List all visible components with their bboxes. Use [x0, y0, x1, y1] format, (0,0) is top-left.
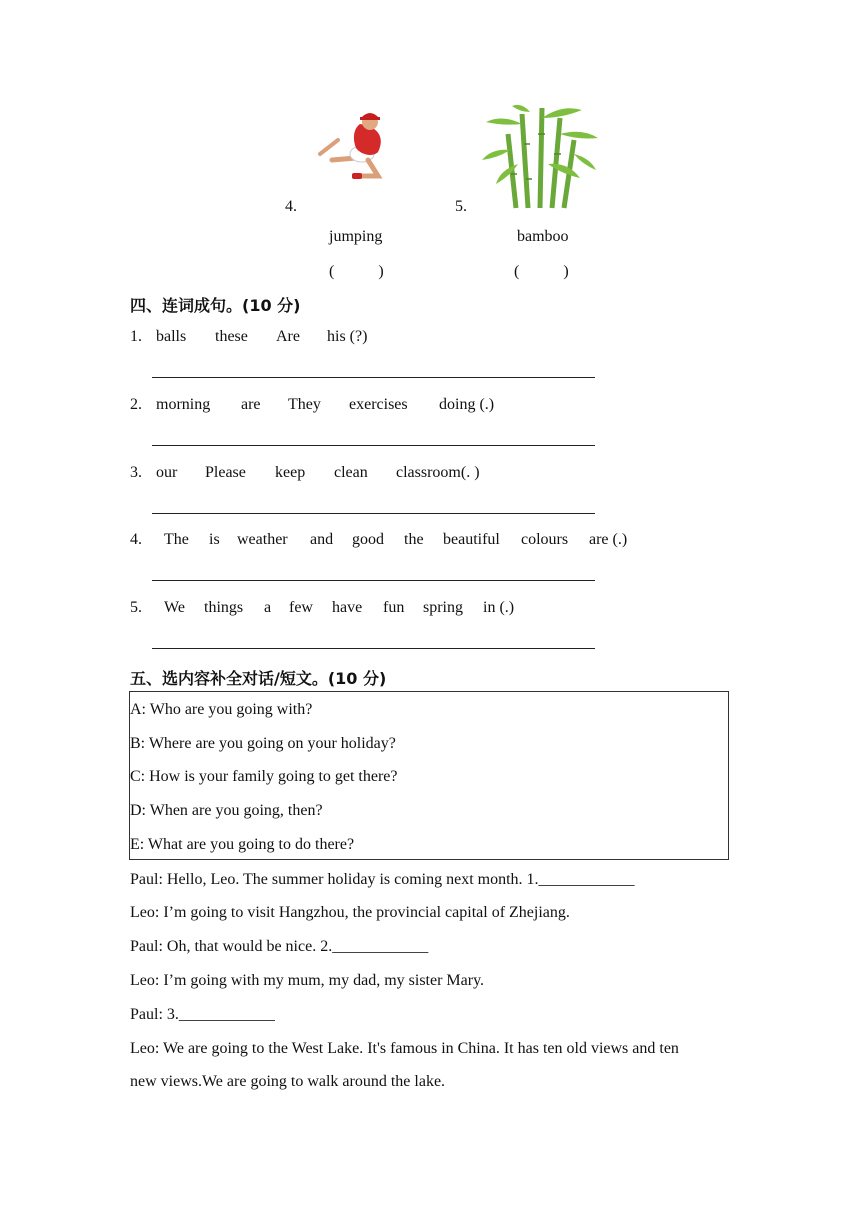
- item-5-word: We: [164, 599, 185, 616]
- dialogue-line: Leo: We are going to the West Lake. It's famous in China. It has ten old views and ten: [130, 1040, 679, 1057]
- item-5-answer-line[interactable]: [152, 648, 595, 649]
- item-3-answer-line[interactable]: [152, 513, 595, 514]
- item-3-word: keep: [275, 464, 306, 481]
- dialogue-line: Paul: Hello, Leo. The summer holiday is coming next month. 1.____________: [130, 871, 635, 888]
- item-1-answer-line[interactable]: [152, 377, 595, 378]
- item-2-answer-line[interactable]: [152, 445, 595, 446]
- item-5-word: things: [204, 599, 244, 616]
- item-4-word: good: [352, 531, 384, 548]
- bamboo-image: [482, 104, 600, 210]
- item-3-word: Please: [205, 464, 246, 481]
- item-2-word: are: [241, 396, 261, 413]
- item-1-word: his (?): [327, 328, 368, 345]
- item-2-word: They: [288, 396, 321, 413]
- picture-item-4-word: jumping: [329, 228, 383, 245]
- item-4-answer-line[interactable]: [152, 580, 595, 581]
- dialogue-line: new views.We are going to walk around the lake.: [130, 1073, 446, 1090]
- option-c: C: How is your family going to get there?: [130, 768, 398, 785]
- item-2-number: 2.: [130, 396, 142, 413]
- item-3-word: clean: [334, 464, 368, 481]
- picture-item-4-number: 4.: [285, 198, 297, 215]
- item-4-number: 4.: [130, 531, 142, 548]
- dialogue-line: Leo: I’m going with my mum, my dad, my sister Mary.: [130, 972, 485, 989]
- item-3-word: classroom(. ): [396, 464, 480, 481]
- item-5-word: spring: [423, 599, 463, 616]
- item-2-word: doing (.): [439, 396, 495, 413]
- jumping-boy-image: [316, 110, 396, 188]
- item-4-word: beautiful: [443, 531, 500, 548]
- item-4-word: is: [209, 531, 220, 548]
- option-d: D: When are you going, then?: [130, 802, 323, 819]
- dialogue-line: Paul: 3.____________: [130, 1006, 275, 1023]
- item-1-word: balls: [156, 328, 187, 345]
- item-5-word: a: [264, 599, 272, 616]
- dialogue-line: Paul: Oh, that would be nice. 2.____________: [130, 938, 429, 955]
- dialogue-line: Leo: I’m going to visit Hangzhou, the provincial capital of Zhejiang.: [130, 904, 570, 921]
- item-1-word: these: [215, 328, 248, 345]
- section-4-heading: 四、连词成句。(10 分): [130, 296, 301, 315]
- section-5-heading: 五、选内容补全对话/短文。(10 分): [130, 669, 387, 688]
- item-4-word: the: [404, 531, 424, 548]
- item-1-number: 1.: [130, 328, 142, 345]
- option-e: E: What are you going to do there?: [130, 836, 355, 853]
- item-1-word: Are: [276, 328, 300, 345]
- item-5-word: fun: [383, 599, 405, 616]
- picture-item-5-answer-paren: ( ): [514, 263, 573, 280]
- item-2-word: morning: [156, 396, 211, 413]
- item-5-number: 5.: [130, 599, 142, 616]
- item-4-word: colours: [521, 531, 569, 548]
- item-3-number: 3.: [130, 464, 142, 481]
- item-3-word: our: [156, 464, 178, 481]
- item-4-word: and: [310, 531, 334, 548]
- option-b: B: Where are you going on your holiday?: [130, 735, 396, 752]
- picture-item-4-answer-paren: ( ): [329, 263, 388, 280]
- picture-item-5-number: 5.: [455, 198, 467, 215]
- picture-item-5-word: bamboo: [517, 228, 569, 245]
- item-4-word: The: [164, 531, 189, 548]
- item-5-word: have: [332, 599, 363, 616]
- item-4-word: weather: [237, 531, 288, 548]
- option-a: A: Who are you going with?: [130, 701, 313, 718]
- item-5-word: few: [289, 599, 313, 616]
- item-4-word: are (.): [589, 531, 628, 548]
- item-5-word: in (.): [483, 599, 515, 616]
- item-2-word: exercises: [349, 396, 408, 413]
